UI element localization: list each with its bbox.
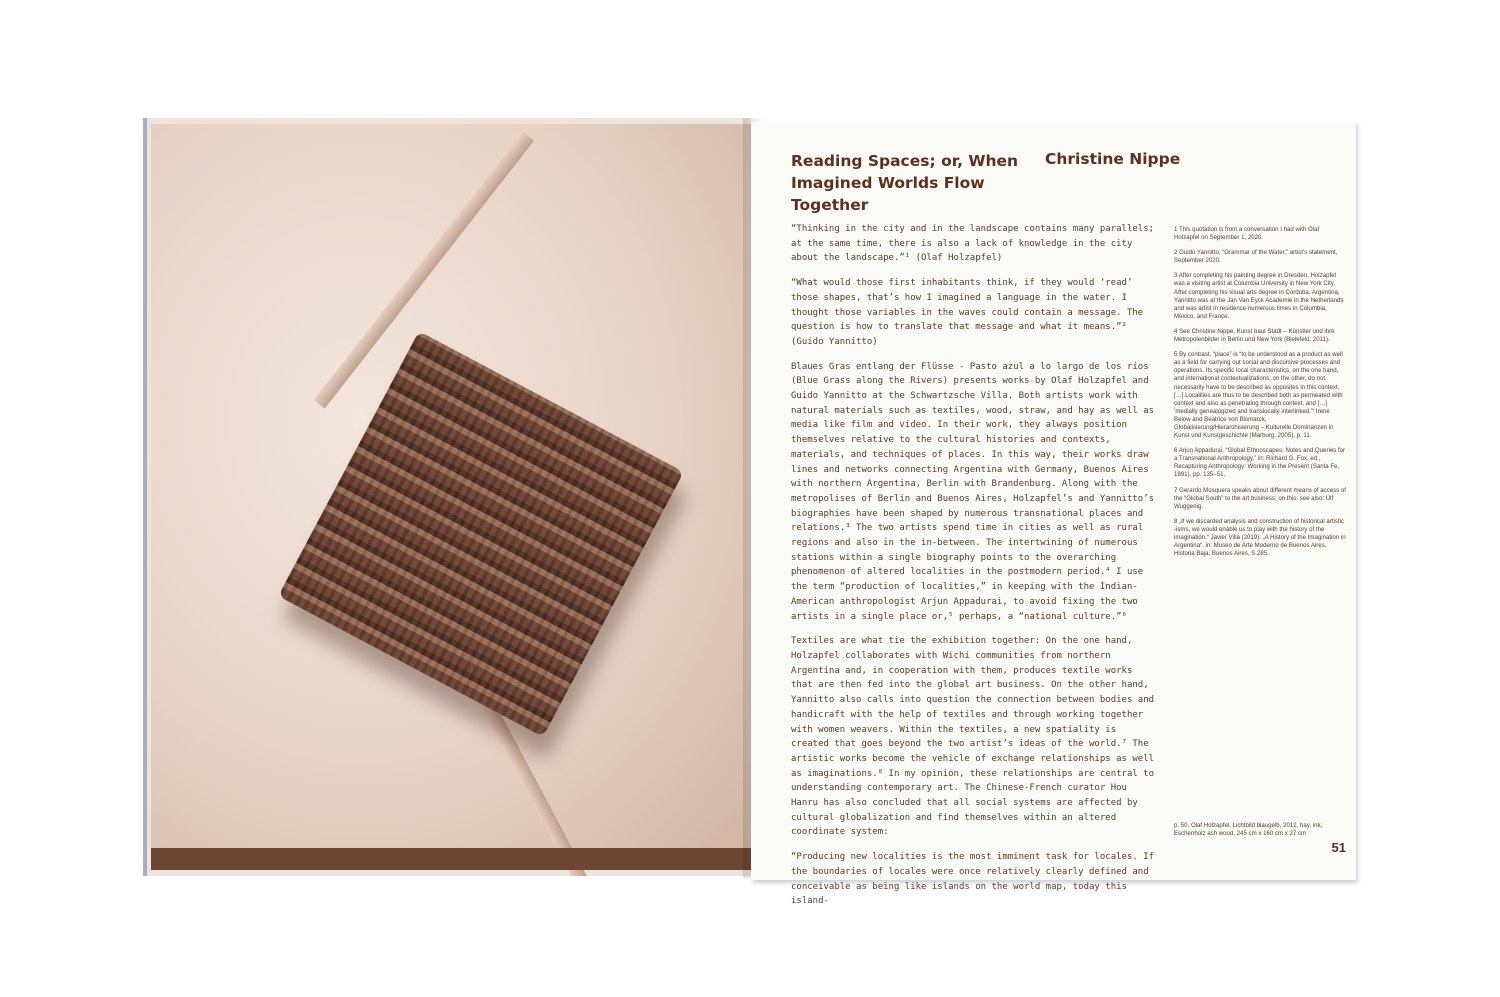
paragraph: “Thinking in the city and in the landscape contains many parallels; at the same time, there is also a lack of knowledge in the city about the landscape.”¹ (Olaf Holzapfel) [791, 224, 1155, 264]
woven-hay-object [278, 331, 684, 737]
footnote: 4 See Christine Nippe, Kunst baut Stadt – Künstler und ihre Metropolenbilder in Berlin und New York (Bielefeld, 2011). [1174, 327, 1335, 344]
paragraph: “What would those first inhabitants think, if they would ‘read’ those shapes, that’s how I imagined a language in the water. I thought those variables in the waves could contain a message. The question is how to translate that message and what it means.”² (Guido Yannitto) [791, 278, 1144, 347]
article-body [791, 222, 1159, 919]
footnotes [1174, 226, 1346, 565]
footnote: 5 By contrast, “place” is “to be understood as a product as well as a field for carrying out social and discursive processes and operations. Its specific local characteristics, on the one hand, and international contextualizations, on the other, do not necessarily have to be described as opposites in this context. […] Localities are thus to be described both as permeated with context and also as penetrating through context, and […] ‘medially genealogized and translocally interlinked.’” Irene Below and Beatrice von Bismarck, Globalisierung/Hierarchisierung – Kulturelle Dominanzen in Kunst und Kunstgeschichte (Marburg, 2005), p. 11. [1174, 351, 1343, 440]
article-author: Christine Nippe [1045, 150, 1181, 168]
article-title: Reading Spaces; or, When Imagined Worlds Flow Together [791, 152, 1019, 214]
left-page [143, 118, 751, 876]
open-book [143, 118, 1356, 907]
footnote: 3 After completing his painting degree in Dresden, Holzapfel was a visiting artist at Columbia University in New York City. After completing his visual arts degree in Cordoba, Argentina, Yannitto was at the Jan Van Eyck Academie in the Netherlands and was artist in residence numerous times in Columbia, Mexico, and France. [1174, 272, 1344, 320]
right-page [751, 122, 1356, 907]
artwork-photo [151, 124, 751, 870]
image-caption: p. 50, Olaf Holzapfel, Lichtbild blaugelb, 2012, hay, ink, Eschenholz ash wood, 245 cm x 160 cm x 27 cm [1174, 822, 1323, 837]
paragraph: Blaues Gras entlang der Flüsse - Pasto azul a lo largo de los ríos (Blue Grass along the Rivers) presents works by Olaf Holzapfel and Guido Yannitto at the Schwartzsche Villa. Both artists work with natural materials such as textiles, wood, straw, and hay as well as media like film and video. In their work, they always position themselves relative to the cultural histories and contexts, materials, and techniques of places. In this way, their works draw lines and networks connecting Argentina with Germany, Buenos Aires with northern Argentina, Berlin with Brandenburg. Along with the metropolises of Berlin and Buenos Aires, Holzapfel’s and Yannitto’s biographies have been shaped by numerous transnational places and relations.³ The two artists spend time in cities as well as rural regions and also in the in-between. The intertwining of numerous stations within a single biography points to the overarching phenomenon of altered localities in the postmodern period.⁴ I use the term “production of localities,” in keeping with the Indian-American anthropologist Arjun Appadurai, to avoid fixing the two artists in a single place or,⁵ perhaps, a “national culture.”⁶ [791, 361, 1155, 622]
footnote: 6 Arjun Appadurai, “Global Ethnoscapes: Notes and Queries for a Transnational Anthropology,” in: Richard G. Fox, ed., Recapturing Anthropology: Working in the Present (Santa Fe, 1991), pp. 135–51. [1174, 447, 1346, 479]
paragraph: Textiles are what tie the exhibition together: On the one hand, Holzapfel collaborates with Wichí communities from northern Argentina and, in cooperation with them, produces textile works that are then fed into the global art business. On the other hand, Yannitto also calls into question the connection between bodies and handicraft with the help of textiles and through working together with women weavers. Within the textiles, a new spatiality is created that goes beyond the two artist’s ideas of the world.⁷ The artistic works become the vehicle of exchange relationships as well as imaginations.⁸ In my opinion, these relationships are central to understanding contemporary art. The Chinese-French curator Hou Hanru has also concluded that all social systems are affected by cultural globalization and find themselves within an altered coordinate system: [791, 636, 1155, 838]
floor [151, 848, 751, 870]
footnote: 2 Guido Yannitto, “Grammar of the Water,” artist’s statement, September 2020. [1174, 249, 1338, 265]
page-number: 51 [1331, 840, 1346, 855]
paragraph: “Producing new localities is the most imminent task for locales. If the boundaries of locales were once relatively clearly defined and conceivable as being like islands on the world map, today this island- [791, 852, 1155, 907]
footnote: 7 Gerardo Mosquera speaks about different means of access of the “Global South” to the art business; on this, see also: Ulf Wuggenig. [1174, 486, 1346, 510]
footnote: 8 „If we discarded analysis and construction of historical artistic -isms, we would enable us to play with the history of the imagination.“ Javier Villa (2019): „A History of the Imagination in Argentina“, in: Museo de Arte Moderno de Buenos Aires, Historia Baja, Buenos Aires, S.285. [1174, 517, 1346, 558]
footnote: 1 This quotation is from a conversation I had with Olaf Holzapfel on September 1, 2020. [1174, 226, 1320, 242]
